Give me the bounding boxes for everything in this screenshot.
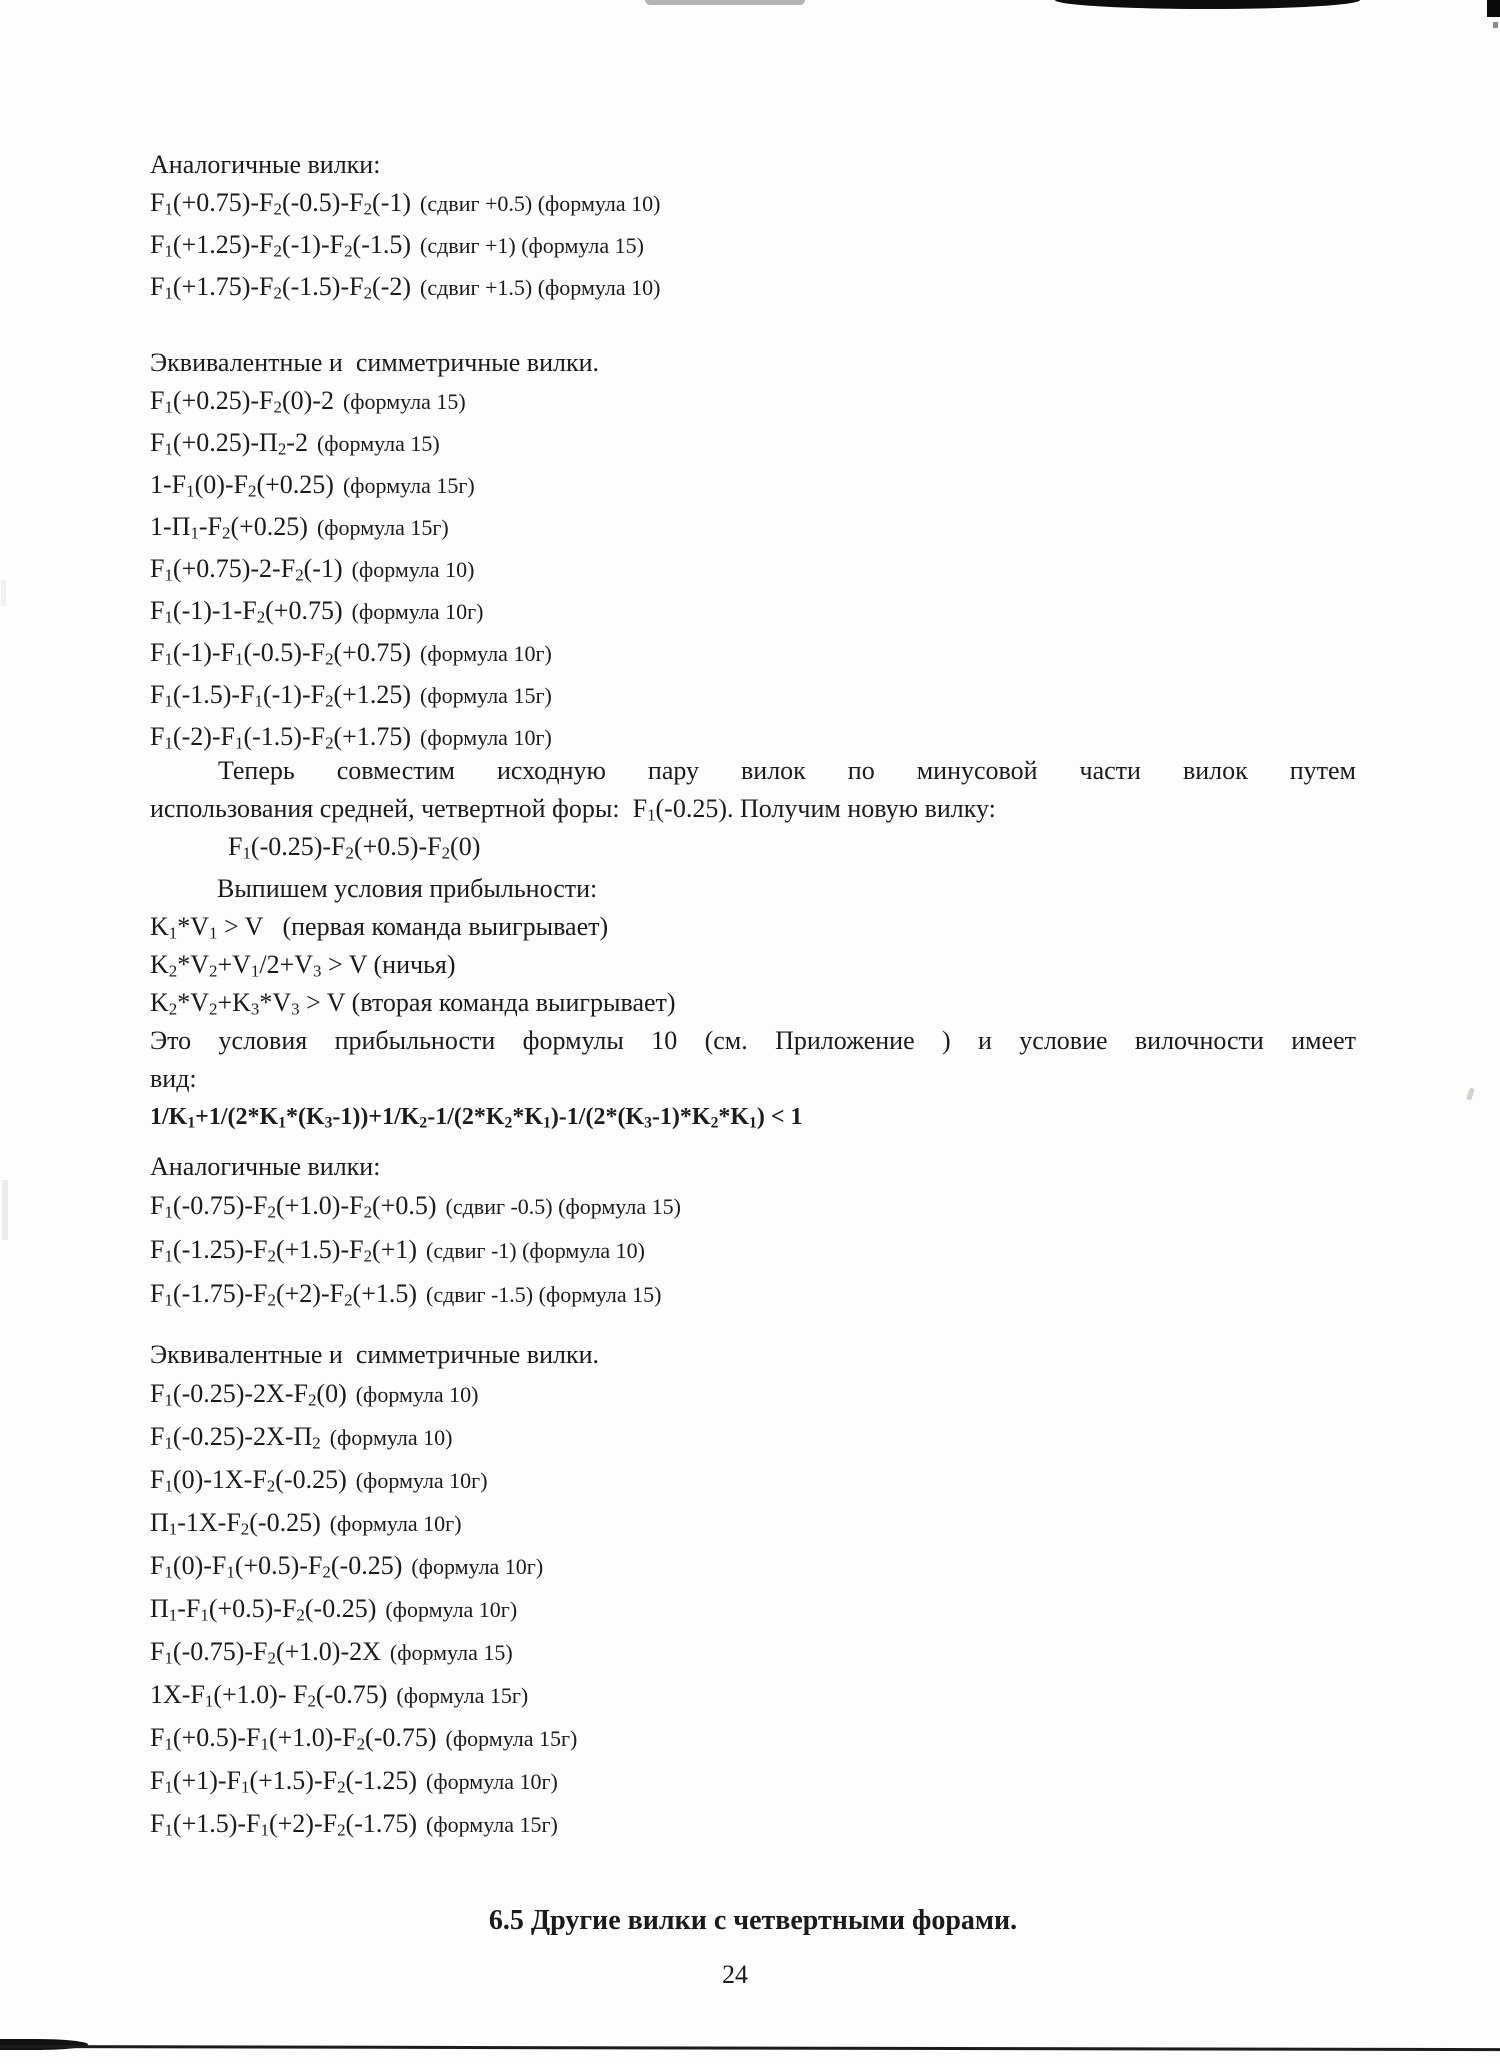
fork-note: (формула 15г) [426,1812,558,1837]
fork-note: (формула 10г) [355,1468,488,1493]
fork-formula: $F_1(-1)-F_1(-0.5)-F_2(+0.75)$ [150,638,411,669]
section-heading-6-5: 6.5 Другие вилки с четвертными форами. [488,1905,1018,1936]
fork-line [150,382,1356,424]
profit-condition: $K_2*V_2+K_3*V_3 > V$ (вторая команда выигрывает) [150,988,676,1019]
merge-paragraph-line: Теперь совместим исходную пару вилок по минусовой части вилок путем [218,756,1356,785]
fork-note: (формула 10г) [385,1597,518,1622]
fork-formula: $F_1(+0.25)-F_2(0)-2$ [150,386,334,417]
fork-formula: $F_1(+1.5)-F_1(+2)-F_2(-1.75)$ [150,1809,418,1840]
scan-smudge-top-black [1055,0,1360,9]
fork-note: (сдвиг -1.5) (формула 15) [426,1282,662,1307]
fork-formula: $F_1(-1.25)-F_2(+1.5)-F_2(+1)$ [150,1235,418,1266]
fork-formula: $F_1(0)-F_1(+0.5)-F_2(-0.25)$ [150,1551,403,1582]
scan-smudge-top-gray [645,0,805,5]
fork-line [150,184,1356,226]
block-heading: Эквивалентные и симметричные вилки. [150,348,600,377]
fork-formula: $F_1(-2)-F_1(-1.5)-F_2(+1.75)$ [150,722,411,753]
fork-line [150,466,1356,508]
fork-note: (формула 15) [316,431,440,456]
fork-note: (формула 10г) [329,1511,462,1536]
block-heading: Аналогичные вилки: [150,150,381,179]
fork-formula: $F_1(+1.75)-F_2(-1.5)-F_2(-2)$ [150,272,412,303]
conditions-heading: Выпишем условия прибыльности: [217,874,598,903]
fork-note: (формула 10г) [411,1554,544,1579]
fork-formula: $П_1-F_1(+0.5)-F_2(-0.25)$ [150,1594,377,1625]
fork-note: (формула 15) [389,1640,513,1665]
fork-note: (формула 10г) [426,1769,558,1794]
fork-formula: $F_1(+1)-F_1(+1.5)-F_2(-1.25)$ [150,1766,418,1797]
page-number: 24 [722,1960,748,1989]
scan-corner-mark [1487,0,1500,17]
fork-note: (формула 15г) [445,1726,578,1751]
fork-line [150,268,1356,310]
scan-corner-dot [1493,22,1498,28]
fork-line [150,1374,1356,1417]
fork-formula: $F_1(-0.25)-2X-F_2(0)$ [150,1379,347,1410]
fork-note: (формула 10г) [351,599,484,624]
fork-formula: $F_1(+0.25)-П_2-2$ [150,428,308,459]
fork-formula: $П_1-1X-F_2(-0.25)$ [150,1508,321,1539]
fork-formula: $F_1(-0.75)-F_2(+1.0)-F_2(+0.5)$ [150,1191,437,1222]
fork-note: (сдвиг +1) (формула 15) [420,233,644,258]
fork-formula: $F_1(0)-1X-F_2(-0.25)$ [150,1465,347,1496]
fork-formula: $1-П_1-F_2(+0.25)$ [150,512,308,543]
fork-line [150,1274,1356,1318]
section-analogous-forks-1 [150,146,1356,310]
fork-line [150,1186,1356,1230]
fork-line [150,226,1356,268]
fork-line [150,1230,1356,1274]
fork-note: (формула 10г) [420,641,552,666]
fork-note: (сдвиг +0.5) (формула 10) [420,191,661,216]
conditions-note-line: Это условия прибыльности формулы 10 (см. Приложение ) и условие вилочности имеет [150,1026,1356,1055]
fork-note: (сдвиг +1.5) (формула 10) [420,275,661,300]
profit-condition: $K_1*V_1 > V$ (первая команда выигрывает) [150,912,609,943]
section-equivalent-forks-1 [150,344,1356,760]
fork-note: (формула 15г) [420,683,552,708]
fork-line [150,424,1356,466]
fork-note: (формула 15) [342,389,466,414]
new-fork-formula [150,828,1356,870]
scan-speck [1,580,6,606]
fork-formula: $1-F_1(0)-F_2(+0.25)$ [150,470,334,501]
fork-line [150,1460,1356,1503]
fork-line [150,1804,1356,1847]
section-analogous-forks-2 [150,1148,1356,1318]
fork-line [150,550,1356,592]
scan-right-mark [1466,1088,1474,1101]
fork-formula: $F_1(+1.25)-F_2(-1)-F_2(-1.5)$ [150,230,412,261]
fork-note: (формула 10г) [420,725,552,750]
fork-formula: $F_1(-0.25)-2X-П_2$ [150,1422,321,1453]
conditions-note-line: вид: [150,1064,197,1093]
fork-line [150,1546,1356,1589]
scan-bottom-edge-line [0,2045,1500,2051]
block-heading: Аналогичные вилки: [150,1152,381,1181]
fork-line [150,634,1356,676]
profit-condition: $K_2*V_2+V_1/2+V_3 > V$ (ничья) [150,950,456,981]
fork-line [150,1675,1356,1718]
fork-line [150,592,1356,634]
fork-line [150,1632,1356,1675]
fork-line [150,1417,1356,1460]
block-heading: Эквивалентные и симметричные вилки. [150,1340,600,1369]
fork-note: (сдвиг -0.5) (формула 15) [445,1194,681,1219]
fork-note: (формула 10) [351,557,475,582]
fork-line [150,676,1356,718]
fork-line [150,1589,1356,1632]
fork-note: (формула 15г) [342,473,475,498]
fork-note: (формула 10) [355,1382,479,1407]
section-merge-and-conditions [150,752,1356,1136]
fork-formula: $F_1(+0.5)-F_1(+1.0)-F_2(-0.75)$ [150,1723,437,1754]
fork-note: (формула 15г) [396,1683,529,1708]
fork-formula: $F_1(-1.75)-F_2(+2)-F_2(+1.5)$ [150,1279,418,1310]
fork-condition-formula: $1/K_1+1/(2*K_1*(K_3-1))+1/K_2-1/(2*K_2*K_1)-1/(2*(K_3-1)*K_2*K_1) < 1$ [150,1104,803,1132]
fork-formula: $F_1(-0.25)-F_2(+0.5)-F_2(0)$ [228,832,481,863]
scan-speck [2,1180,8,1240]
fork-line [150,508,1356,550]
fork-formula: $F_1(-1.5)-F_1(-1)-F_2(+1.25)$ [150,680,411,711]
fork-note: (сдвиг -1) (формула 10) [426,1238,645,1263]
fork-line [150,1761,1356,1804]
merge-paragraph-line: использования средней, четвертной форы: $F_1(-0.25)$. Получим новую вилку: [150,794,996,825]
fork-formula: $F_1(+0.75)-F_2(-0.5)-F_2(-1)$ [150,188,412,219]
fork-formula: $F_1(-0.75)-F_2(+1.0)-2X$ [150,1637,381,1668]
fork-line [150,1718,1356,1761]
section-equivalent-forks-2 [150,1336,1356,1847]
fork-note: (формула 15г) [316,515,449,540]
fork-line [150,1503,1356,1546]
fork-formula: $F_1(-1)-1-F_2(+0.75)$ [150,596,343,627]
fork-note: (формула 10) [329,1425,453,1450]
fork-formula: $1X-F_1(+1.0)-$ $F_2(-0.75)$ [150,1680,388,1711]
fork-formula: $F_1(+0.75)-2-F_2(-1)$ [150,554,343,585]
